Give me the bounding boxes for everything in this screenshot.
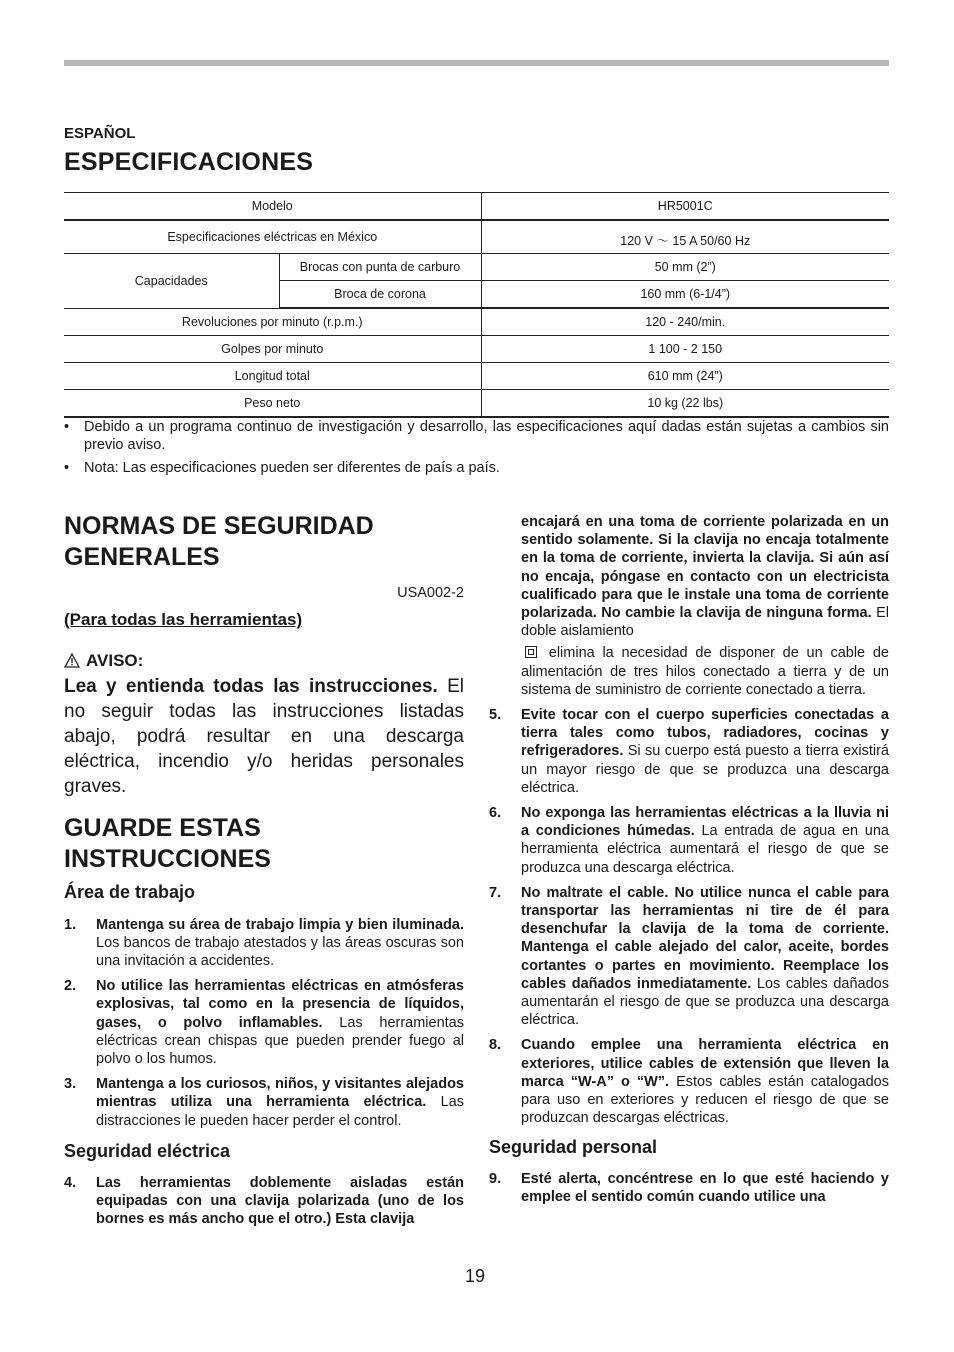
table-cell: Modelo — [64, 193, 481, 221]
double-insulation-icon — [525, 646, 537, 658]
item-bold: No exponga las herramientas eléctricas a la lluvia ni a condiciones húmedas. — [521, 805, 889, 840]
item-text: Estos cables están catalogados para uso en exteriores y reducen el riesgo de que se produzcan descargas eléctricas. — [521, 1073, 889, 1127]
subsection-title: Seguridad personal — [489, 1136, 658, 1157]
warning-bold: Lea y entienda todas las instrucciones. — [64, 676, 438, 698]
list-item — [489, 884, 889, 1030]
item-text: Los bancos de trabajo atestados y las áreas oscuras son una invitación a accidentes. — [96, 934, 464, 970]
item-bold: Mantenga a los curiosos, niños, y visitantes alejados mientras utiliza una herramienta eléctrica. — [96, 1076, 464, 1111]
warning-heading — [64, 650, 464, 674]
table-row — [64, 220, 889, 254]
item-bold: No maltrate el cable. No utilice nunca el cable para transportar las herramientas ni tire de él para desenchufar la clavija de la toma de corriente. Mantenga el cable alejado del calor, aceite, bordes cortantes o partes en movimiento. Reemplace los cables dañados inmediatamente. — [521, 884, 889, 992]
warning-body: El no seguir todas las instrucciones listadas abajo, podrá resultar en una descarga eléctrica, incendio y/o heridas personales graves. — [64, 676, 464, 798]
section-title — [64, 511, 464, 573]
table-row — [64, 254, 889, 281]
item-text: Las distracciones le pueden hacer perder el control. — [96, 1094, 464, 1129]
table-cell: 610 mm (24”) — [481, 363, 889, 390]
item-text: Los cables dañados aumentarán el riesgo de que se produzca una descarga eléctrica. — [521, 975, 889, 1029]
table-row — [64, 363, 889, 390]
table-cell: Broca de corona — [279, 281, 481, 309]
item-number: 9. — [489, 1170, 502, 1187]
bullet: • — [64, 460, 70, 476]
table-row — [64, 308, 889, 336]
table-cell: 50 mm (2”) — [481, 254, 889, 281]
reference-code: USA002-2 — [397, 585, 464, 601]
item-text: El doble aislamiento — [521, 605, 890, 640]
list-item — [64, 1075, 464, 1130]
item-text: Las herramientas eléctricas crean chispas que pueden prender fuego al polvo o los humos. — [96, 1014, 465, 1068]
subsection-title: Área de trabajo — [64, 882, 196, 903]
top-rule — [64, 60, 889, 66]
table-cell: Revoluciones por minuto (r.p.m.) — [64, 308, 481, 336]
table-cell: 120 V ～ 15 A 50/60 Hz — [481, 220, 889, 254]
specifications-table — [64, 192, 889, 418]
table-row — [64, 390, 889, 418]
item-number: 1. — [64, 916, 77, 933]
section-title-line: INSTRUCCIONES — [64, 845, 271, 874]
list-item-continuation — [489, 513, 889, 640]
table-cell: Brocas con punta de carburo — [279, 254, 481, 281]
item-number: 3. — [64, 1076, 77, 1093]
list-item — [489, 804, 889, 877]
table-cell: Peso neto — [64, 390, 481, 418]
note-item — [64, 459, 889, 477]
table-cell: 1 100 - 2 150 — [481, 336, 889, 363]
language-label: ESPAÑOL — [64, 125, 136, 142]
table-cell: HR5001C — [481, 193, 889, 221]
item-number: 4. — [64, 1175, 77, 1192]
left-column — [64, 511, 464, 1229]
item-bold: No utilice las herramientas eléctricas en atmósferas explosivas, tal como en la presencia de líquidos, gases, o polvo inflamables. — [96, 978, 464, 1031]
table-row — [64, 193, 889, 221]
list-item — [489, 1036, 889, 1127]
list-item — [489, 1170, 889, 1206]
note-text: Nota: Las especificaciones pueden ser diferentes de país a país. — [84, 460, 500, 476]
list-item — [489, 706, 889, 797]
list-item-continuation — [489, 644, 889, 699]
warning-label: AVISO: — [86, 651, 144, 671]
item-bold: encajará en una toma de corriente polarizada en un sentido solamente. Si la clavija no encaja totalmente en la toma de corriente, invierta la clavija. Si aún así no encaja, póngase en contacto con un electricista cualificado para que le instale una toma de corriente polarizada. No cambie la clavija de ninguna forma. — [521, 514, 889, 622]
item-bold: Cuando emplee una herramienta eléctrica en exteriores, utilice cables de extensión que lleven la marca “W-A” o “W”. — [521, 1037, 889, 1090]
note-text: Debido a un programa continuo de investigación y desarrollo, las especificaciones aquí dadas están sujetas a cambios sin previo aviso. — [84, 419, 889, 453]
right-column — [489, 513, 889, 1206]
table-row — [64, 336, 889, 363]
item-bold: Evite tocar con el cuerpo superficies conectadas a tierra tales como tubos, radiadores, cocinas y refrigeradores. — [521, 707, 889, 760]
list-item — [64, 916, 464, 971]
item-text: La entrada de agua en una herramienta eléctrica aumentará el riesgo de que se produzca una descarga eléctrica. — [521, 823, 889, 876]
table-cell: Longitud total — [64, 363, 481, 390]
section-title-line: GUARDE ESTAS — [64, 814, 261, 843]
table-cell: Golpes por minuto — [64, 336, 481, 363]
item-number: 5. — [489, 707, 502, 724]
warning-text — [64, 674, 464, 799]
item-text: Si su cuerpo está puesto a tierra existirá un mayor riesgo de que se produzca una descarga eléctrica. — [521, 743, 889, 796]
section-title-line: GENERALES — [64, 543, 220, 571]
page-title: ESPECIFICACIONES — [64, 148, 314, 176]
item-number: 6. — [489, 805, 502, 822]
table-cell: Capacidades — [64, 254, 279, 309]
table-cell: 10 kg (22 lbs) — [481, 390, 889, 418]
table-cell: 120 - 240/min. — [481, 308, 889, 336]
table-cell: 160 mm (6-1/4”) — [481, 281, 889, 309]
list-item — [64, 977, 464, 1068]
item-bold: Mantenga su área de trabajo limpia y bien iluminada. — [96, 916, 464, 933]
item-number: 7. — [489, 884, 502, 901]
item-number: 8. — [489, 1037, 502, 1054]
subsection-title: Seguridad eléctrica — [64, 1140, 231, 1161]
item-bold: Esté alerta, concéntrese en lo que esté haciendo y emplee el sentido común cuando utilice una — [521, 1170, 889, 1205]
subtitle: (Para todas las herramientas) — [64, 610, 303, 630]
item-bold: Las herramientas doblemente aisladas están equipadas con una clavija polarizada (uno de los bornes es más ancho que el otro.) Esta clavija — [96, 1175, 464, 1228]
warning-icon — [64, 652, 80, 674]
item-text: elimina la necesidad de disponer de un cable de alimentación de tres hilos conectado a tierra y de un sistema de suministro de corriente conectado a tierra. — [521, 645, 889, 698]
list-item — [64, 1174, 464, 1229]
section-title — [64, 813, 464, 875]
item-number: 2. — [64, 978, 77, 995]
section-title-line: NORMAS DE SEGURIDAD — [64, 512, 374, 540]
bullet: • — [64, 419, 70, 435]
table-cell: Especificaciones eléctricas en México — [64, 220, 481, 254]
page-number: 19 — [465, 1266, 486, 1286]
note-item — [64, 418, 889, 454]
